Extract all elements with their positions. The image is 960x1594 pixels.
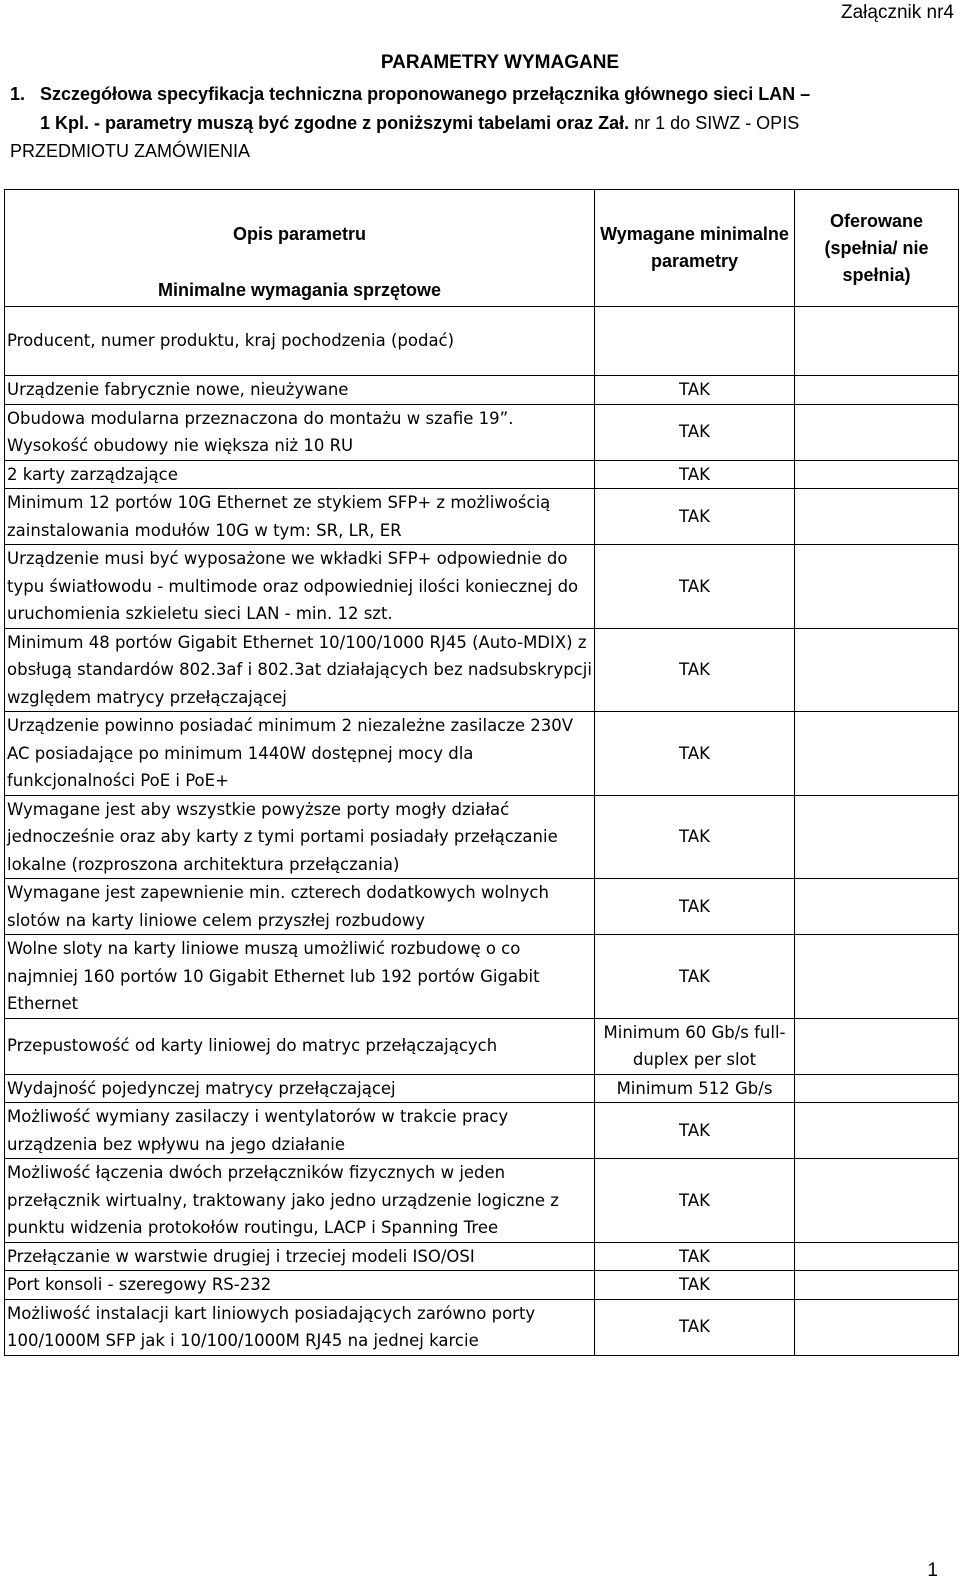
parameter-description: Przepustowość od karty liniowej do matryc przełączających [5, 1018, 595, 1074]
header-description-title: Opis parametru [232, 224, 367, 244]
offered-value-cell[interactable] [795, 1103, 959, 1159]
table-row [5, 795, 959, 879]
producer-label: Producent, numer produktu, kraj pochodzenia (podać) [5, 307, 595, 376]
section-1 [10, 80, 900, 166]
parameter-description: Przełączanie w warstwie drugiej i trzeciej modeli ISO/OSI [5, 1242, 595, 1271]
required-value: TAK [595, 1242, 795, 1271]
offered-value-cell[interactable] [795, 545, 959, 629]
table-row [5, 489, 959, 545]
required-value: TAK [595, 404, 795, 460]
required-value: Minimum 60 Gb/s full-duplex per slot [595, 1018, 795, 1074]
header-description [5, 190, 595, 307]
required-value: TAK [595, 1299, 795, 1355]
parameter-description: Port konsoli - szeregowy RS-232 [5, 1271, 595, 1300]
section-number: 1. [10, 84, 26, 104]
required-value: TAK [595, 1159, 795, 1243]
table-row [5, 1299, 959, 1355]
offered-value-cell[interactable] [795, 404, 959, 460]
offered-value-cell[interactable] [795, 1299, 959, 1355]
section-title-line2-rest: nr 1 do SIWZ - OPIS [629, 112, 800, 133]
required-value: TAK [595, 376, 795, 405]
required-value: TAK [595, 712, 795, 796]
attachment-label: Załącznik nr4 [841, 2, 954, 23]
parameter-description: Urządzenie musi być wyposażone we wkładki SFP+ odpowiednie do typu światłowodu - multimode oraz odpowiedniej ilości koniecznej do uruchomienia szkieletu sieci LAN - min. 12 szt. [5, 545, 595, 629]
table-row [5, 1159, 959, 1243]
table-row [5, 1018, 959, 1074]
parameter-description: Możliwość instalacji kart liniowych posiadających zarówno porty 100/1000M SFP jak i 10/100/1000M RJ45 na jednej karcie [5, 1299, 595, 1355]
header-description-subtitle: Minimalne wymagania sprzętowe [157, 280, 442, 300]
required-value: TAK [595, 935, 795, 1019]
offered-value-cell[interactable] [795, 879, 959, 935]
offered-value-cell[interactable] [795, 1242, 959, 1271]
table-row [5, 628, 959, 712]
section-title-line2-bold: 1 Kpl. - parametry muszą być zgodne z poniższymi tabelami oraz Zał. [40, 112, 630, 133]
parameter-description: Możliwość wymiany zasilaczy i wentylatorów w trakcie pracy urządzenia bez wpływu na jego działanie [5, 1103, 595, 1159]
parameter-description: Minimum 48 portów Gigabit Ethernet 10/100/1000 RJ45 (Auto-MDIX) z obsługą standardów 802.3af i 802.3at działających bez nadsubskrypcji względem matrycy przełączającej [5, 628, 595, 712]
table-row [5, 1242, 959, 1271]
offered-value-cell[interactable] [795, 1159, 959, 1243]
required-value: TAK [595, 489, 795, 545]
producer-offered-cell[interactable] [795, 307, 959, 376]
offered-value-cell[interactable] [795, 376, 959, 405]
document-heading: PARAMETRY WYMAGANE [380, 52, 620, 73]
required-value: Minimum 512 Gb/s [595, 1074, 795, 1103]
offered-value-cell[interactable] [795, 712, 959, 796]
offered-value-cell[interactable] [795, 935, 959, 1019]
required-value: TAK [595, 545, 795, 629]
table-row [5, 1103, 959, 1159]
table-row [5, 460, 959, 489]
parameter-description: Wymagane jest aby wszystkie powyższe porty mogły działać jednocześnie oraz aby karty z tymi portami posiadały przełączanie lokalne (rozproszona architektura przełączania) [5, 795, 595, 879]
parameter-description: Urządzenie fabrycznie nowe, nieużywane [5, 376, 595, 405]
required-value: TAK [595, 628, 795, 712]
table-row [5, 935, 959, 1019]
table-row [5, 712, 959, 796]
parameter-description: Wymagane jest zapewnienie min. czterech dodatkowych wolnych slotów na karty liniowe celem przyszłej rozbudowy [5, 879, 595, 935]
section-title-line1: Szczegółowa specyfikacja techniczna proponowanego przełącznika głównego sieci LAN – [40, 84, 811, 104]
header-required: Wymagane minimalne parametry [595, 190, 795, 307]
offered-value-cell[interactable] [795, 795, 959, 879]
offered-value-cell[interactable] [795, 489, 959, 545]
required-value: TAK [595, 1271, 795, 1300]
table-row [5, 1074, 959, 1103]
offered-value-cell[interactable] [795, 1271, 959, 1300]
parameter-description: 2 karty zarządzające [5, 460, 595, 489]
required-value: TAK [595, 460, 795, 489]
offered-value-cell[interactable] [795, 628, 959, 712]
table-row [5, 545, 959, 629]
required-value: TAK [595, 795, 795, 879]
parameter-description: Wolne sloty na karty liniowe muszą umożliwić rozbudowę o co najmniej 160 portów 10 Gigabit Ethernet lub 192 portów Gigabit Ethernet [5, 935, 595, 1019]
table-row [5, 404, 959, 460]
parameter-description: Urządzenie powinno posiadać minimum 2 niezależne zasilacze 230V AC posiadające po minimum 1440W dostępnej mocy dla funkcjonalności PoE i PoE+ [5, 712, 595, 796]
parameter-description: Możliwość łączenia dwóch przełączników fizycznych w jeden przełącznik wirtualny, traktowany jako jedno urządzenie logiczne z punktu widzenia protokołów routingu, LACP i Spanning Tree [5, 1159, 595, 1243]
required-value: TAK [595, 879, 795, 935]
parameter-description: Wydajność pojedynczej matrycy przełączającej [5, 1074, 595, 1103]
table-row [5, 376, 959, 405]
table-row [5, 1271, 959, 1300]
page-number: 1 [927, 1560, 938, 1581]
producer-required-cell [595, 307, 795, 376]
section-title [40, 80, 900, 137]
offered-value-cell[interactable] [795, 1018, 959, 1074]
required-value: TAK [595, 1103, 795, 1159]
offered-value-cell[interactable] [795, 1074, 959, 1103]
spec-table [4, 189, 959, 1356]
header-offered: Oferowane (spełnia/ nie spełnia) [795, 190, 959, 307]
table-row [5, 879, 959, 935]
producer-row [5, 307, 959, 376]
section-title-line3: PRZEDMIOTU ZAMÓWIENIA [10, 141, 250, 161]
parameter-description: Obudowa modularna przeznaczona do montażu w szafie 19”. Wysokość obudowy nie większa niż 10 RU [5, 404, 595, 460]
offered-value-cell[interactable] [795, 460, 959, 489]
parameter-description: Minimum 12 portów 10G Ethernet ze stykiem SFP+ z możliwością zainstalowania modułów 10G w tym: SR, LR, ER [5, 489, 595, 545]
